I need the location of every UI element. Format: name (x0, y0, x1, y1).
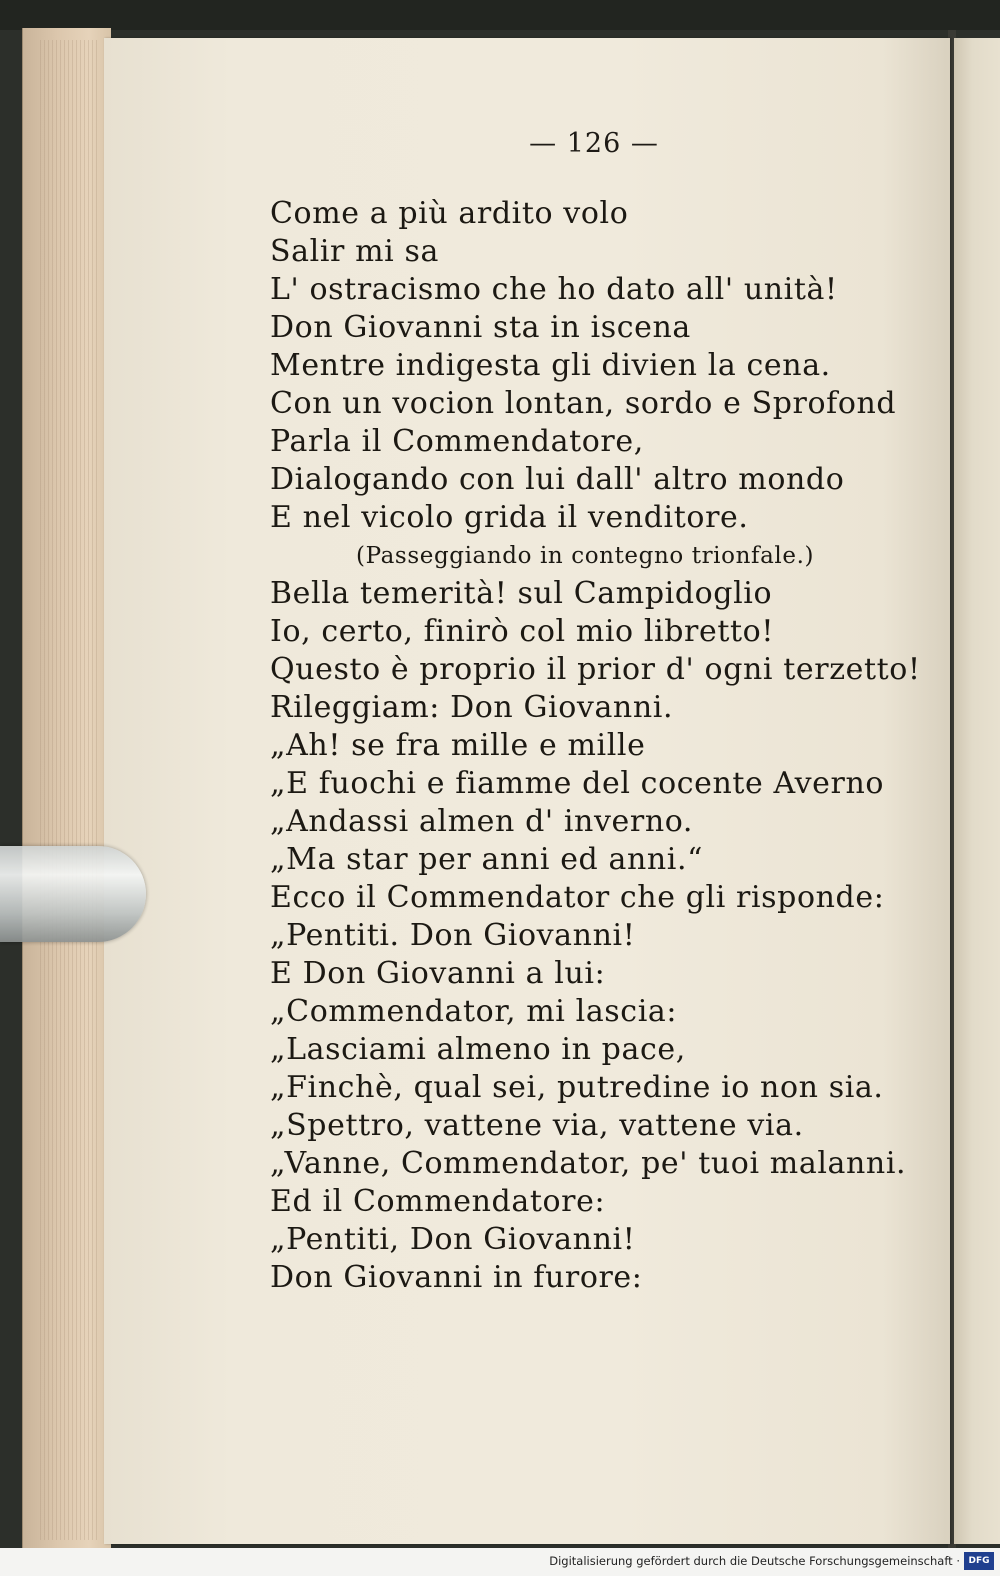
poem-line: „Commendator, mi lascia: (270, 994, 678, 1029)
poem-line: Don Giovanni in furore: (270, 1260, 643, 1295)
poem-line: „Vanne, Commendator, pe' tuoi malanni. (270, 1146, 907, 1181)
poem-line: Questo è proprio il prior d' ogni terzetto! (270, 652, 921, 687)
poem-line: „Pentiti. Don Giovanni! (270, 918, 636, 953)
poem-line: „Ma star per anni ed anni.“ (270, 842, 704, 877)
page-edge-texture (40, 40, 100, 1540)
bookmark-clip (0, 846, 146, 942)
poem-line: „Finchè, qual sei, putredine io non sia. (270, 1070, 884, 1105)
poem-line: Don Giovanni sta in iscena (270, 310, 691, 345)
poem-line: Ed il Commendatore: (270, 1184, 606, 1219)
facing-page-edge (954, 38, 1000, 1544)
stage-direction: (Passeggiando in contegno trionfale.) (356, 543, 815, 569)
poem-line: Io, certo, finirò col mio libretto! (270, 614, 774, 649)
poem-line: Come a più ardito volo (270, 196, 629, 231)
footer-credit: Digitalisierung gefördert durch die Deutsche Forschungsgemeinschaft · (549, 1554, 960, 1568)
poem-line: Con un vocion lontan, sordo e Sprofond (270, 386, 897, 421)
poem-line: Bella temerità! sul Campidoglio (270, 576, 773, 611)
poem-line: Salir mi sa (270, 234, 439, 269)
digitization-footer (0, 1548, 1000, 1576)
poem-line: Parla il Commendatore, (270, 424, 644, 459)
poem-line: „Spettro, vattene via, vattene via. (270, 1108, 804, 1143)
poem-line: E Don Giovanni a lui: (270, 956, 606, 991)
scan-background (0, 0, 1000, 30)
poem-line: L' ostracismo che ho dato all' unità! (270, 272, 838, 307)
page-number: — 126 — (529, 128, 659, 159)
poem-line: Ecco il Commendator che gli risponde: (270, 880, 885, 915)
poem-line: Mentre indigesta gli divien la cena. (270, 348, 831, 383)
poem-line: „Pentiti, Don Giovanni! (270, 1222, 636, 1257)
poem-line: „Lasciami almeno in pace, (270, 1032, 686, 1067)
dfg-logo: DFG (964, 1552, 994, 1570)
poem-line: „E fuochi e fiamme del cocente Averno (270, 766, 885, 801)
poem-line: Rileggiam: Don Giovanni. (270, 690, 674, 725)
poem-line: „Ah! se fra mille e mille (270, 728, 646, 763)
poem-line: E nel vicolo grida il venditore. (270, 500, 749, 535)
poem-line: „Andassi almen d' inverno. (270, 804, 694, 839)
poem-line: Dialogando con lui dall' altro mondo (270, 462, 845, 497)
poem-text (270, 195, 920, 1297)
